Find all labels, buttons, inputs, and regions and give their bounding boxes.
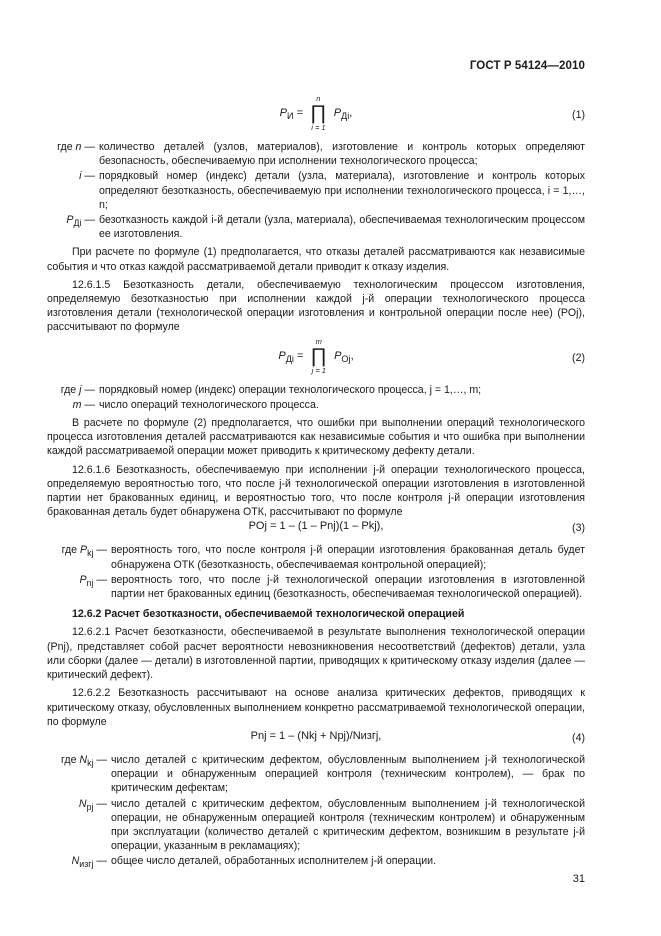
definition-text: количество деталей (узлов, материалов), изготовление и контроль которых определяют безопасность, обеспечиваемую при исполнении технологического процесса;	[99, 141, 585, 168]
formula-2-term-sub: Оj	[341, 353, 351, 364]
formula-1-lhs: P	[279, 106, 287, 119]
definition-symbol: P	[79, 573, 87, 586]
paragraph: При расчете по формуле (1) предполагается, что отказы деталей рассматриваются как независимые события и что отказ каждой рассматриваемой детали приводит к отказу изделия.	[47, 246, 585, 273]
definition-symbol: j	[79, 383, 82, 396]
formula-1-eq: =	[296, 106, 304, 119]
definition-text: порядковый номер (индекс) операции технологического процесса, j = 1,…, m;	[99, 383, 482, 396]
page-number: 31	[572, 873, 585, 885]
definition-prefix: где	[61, 544, 80, 557]
definition-subscript: Дi	[73, 218, 82, 229]
definition-dash: —	[93, 753, 107, 766]
section-heading: 12.6.2 Расчет безотказности, обеспечиваемой технологической операцией	[72, 608, 465, 621]
definition-term	[47, 797, 111, 854]
formula-1	[47, 94, 585, 134]
definition-prefix: где	[60, 383, 80, 396]
formula-2-lower: j = 1	[311, 365, 326, 375]
definition-text: число операций технологического процесса.	[99, 398, 319, 411]
definition-subscript: nj	[86, 577, 94, 588]
formula-2-body	[47, 337, 585, 375]
definition-item	[47, 140, 585, 168]
definition-symbol: m	[72, 398, 82, 411]
formula-3	[47, 519, 585, 539]
formula-1-term-sub: Дi	[341, 111, 350, 122]
definition-term	[47, 543, 111, 571]
definition-item	[47, 573, 585, 601]
definition-dash: —	[81, 398, 95, 411]
definition-dash: —	[93, 544, 107, 557]
definition-dash: —	[81, 383, 95, 396]
definition-term	[47, 398, 99, 412]
paragraph: 12.6.1.5 Безотказность детали, обеспечиваемую технологическим процессом изготовления, определяемую безотказностью при исполнении каждой j-й операции технологического процесса изготовления детали (технологической операции изготовления и контрольной операции после нее) (PОj), рассчитывают по формуле	[47, 278, 585, 334]
definitions-1	[47, 140, 585, 241]
definition-term	[47, 573, 111, 601]
formula-1-number: (1)	[572, 109, 585, 121]
definition-dash: —	[93, 573, 107, 586]
paragraph: 12.6.1.6 Безотказность, обеспечиваемую при исполнении j-й операции технологического процесса, определяемую вероятностью того, что после j-й технологической операции изготовления в изготовленной партии нет бракованных единиц, и вероятностью того, что после контроля j-й операции изготовления бракованная деталь будет обнаружена ОТК, рассчитывают по формуле	[47, 463, 585, 519]
formula-2-term: P	[334, 349, 342, 362]
formula-2-number: (2)	[572, 351, 585, 364]
definition-item	[47, 383, 585, 397]
definition-text: вероятность того, что после j-й технологической операции изготовления в изготовленной партии нет бракованных единиц (безотказность, обеспечиваемая технологической операцией).	[111, 573, 585, 601]
definition-text: число деталей с критическим дефектом, обусловленным выполнением j-й технологической операции и обнаруженным операцией контроля (техническим контролем), — брак по критическим дефектам;	[111, 753, 585, 795]
definition-text: вероятность того, что после контроля j-й операции изготовления бракованная деталь будет обнаружена ОТК (безотказность, обеспечиваемая контрольной операцией);	[111, 544, 585, 571]
definition-symbol: N	[78, 797, 87, 810]
definition-text: общее число деталей, обработанных исполнителем j-й операции.	[111, 855, 437, 868]
formula-4-body: Pnj = 1 – (Nkj + Npj)/Nизгj,	[250, 729, 382, 742]
definitions-3	[47, 543, 585, 601]
definition-text: порядковый номер (индекс) детали (узла, материала), изготовление и контроль которых определяют безотказность, обеспечиваемую при исполнении технологического процесса, i = 1,…, n;	[99, 170, 585, 211]
formula-2-lhs-sub: Дi	[285, 353, 294, 364]
paragraph: 12.6.2.2 Безотказность рассчитывают на основе анализа критических дефектов, приводящих к критическому отказу, обусловленных выполнением конкретно рассматриваемой технологической операции, по формуле	[47, 687, 585, 728]
definition-item	[47, 753, 585, 796]
definition-subscript: kj	[87, 758, 94, 769]
definition-prefix: где	[57, 141, 76, 153]
formula-2-upper: m	[315, 336, 322, 346]
formula-2-eq: =	[297, 349, 304, 362]
formula-1-tail: ,	[349, 106, 353, 119]
definitions-4	[47, 753, 585, 872]
definition-term	[47, 213, 99, 241]
formula-2-lhs: P	[278, 349, 286, 362]
definition-text: безотказность каждой i-й детали (узла, материала), обеспечиваемая технологическим процессом ее изготовления.	[99, 214, 585, 241]
definition-term	[47, 169, 99, 212]
definition-symbol: N	[79, 753, 88, 766]
definition-text: число деталей с критическим дефектом, обусловленным выполнением j-й технологической операции, не обнаруженным операцией контроля (техническим контролем) и обнаруженным при эксплуатации (количество деталей с критическим дефектом, возникшим в результате j-й операции, указанным в рекламациях);	[111, 797, 585, 853]
definition-item	[47, 398, 585, 412]
definition-dash: —	[81, 214, 95, 227]
paragraph: В расчете по формуле (2) предполагается, что ошибки при выполнении операций технологического процесса изготовления деталей рассматриваются как независимые события и что ошибка при выполнении каждой рассматриваемой операции может приводить к критическому дефекту детали.	[47, 417, 585, 458]
formula-2	[47, 337, 585, 377]
definition-symbol: N	[71, 855, 80, 868]
formula-2-tail: ,	[350, 349, 354, 362]
formula-3-body: PОj = 1 – (1 – Pnj)(1 – Pkj),	[248, 520, 384, 533]
definition-item	[47, 213, 585, 241]
standard-header: ГОСТ Р 54124—2010	[469, 60, 585, 72]
definition-dash: —	[93, 855, 107, 868]
definition-symbol: P	[79, 544, 88, 557]
definition-dash: —	[93, 797, 107, 810]
definition-item	[47, 854, 585, 871]
definition-item	[47, 797, 585, 854]
definition-dash: —	[81, 141, 95, 153]
definition-symbol: i	[79, 170, 82, 183]
product-sign-icon: ∏	[310, 344, 327, 367]
product-sign-icon: ∏	[310, 102, 327, 124]
definition-term	[47, 753, 111, 796]
formula-4-number: (4)	[572, 731, 585, 744]
page-content	[47, 92, 585, 876]
definition-symbol: n	[75, 141, 82, 153]
formula-4	[47, 729, 585, 749]
definition-subscript: изгj	[79, 859, 94, 870]
product-symbol-1	[310, 94, 326, 132]
product-symbol-2	[311, 337, 327, 375]
paragraph: 12.6.2.1 Расчет безотказности, обеспечиваемой в результате выполнения технологической операции (Pnj), представляет собой расчет вероятности невозникновения несоответствий (дефектов) детали, узла или сборки (далее — детали) в изготовленной партии, приводящих к критическому отказу изделия (далее — критический дефект).	[47, 626, 585, 682]
formula-1-lower: i = 1	[311, 123, 326, 132]
formula-3-number: (3)	[572, 522, 585, 535]
definition-symbol: P	[66, 214, 74, 227]
formula-1-upper: n	[316, 94, 321, 103]
definitions-2	[47, 383, 585, 412]
formula-1-term: P	[333, 106, 342, 119]
definition-subscript: kj	[87, 548, 94, 559]
definition-term	[47, 854, 111, 871]
definition-prefix: где	[61, 753, 80, 766]
definition-term	[47, 140, 99, 168]
definition-item	[47, 543, 585, 571]
formula-1-body	[47, 94, 585, 132]
formula-1-lhs-sub: И	[287, 111, 294, 122]
definition-dash: —	[81, 170, 95, 183]
definition-subscript: pj	[86, 801, 94, 812]
definition-item	[47, 169, 585, 212]
definition-term	[47, 383, 99, 397]
